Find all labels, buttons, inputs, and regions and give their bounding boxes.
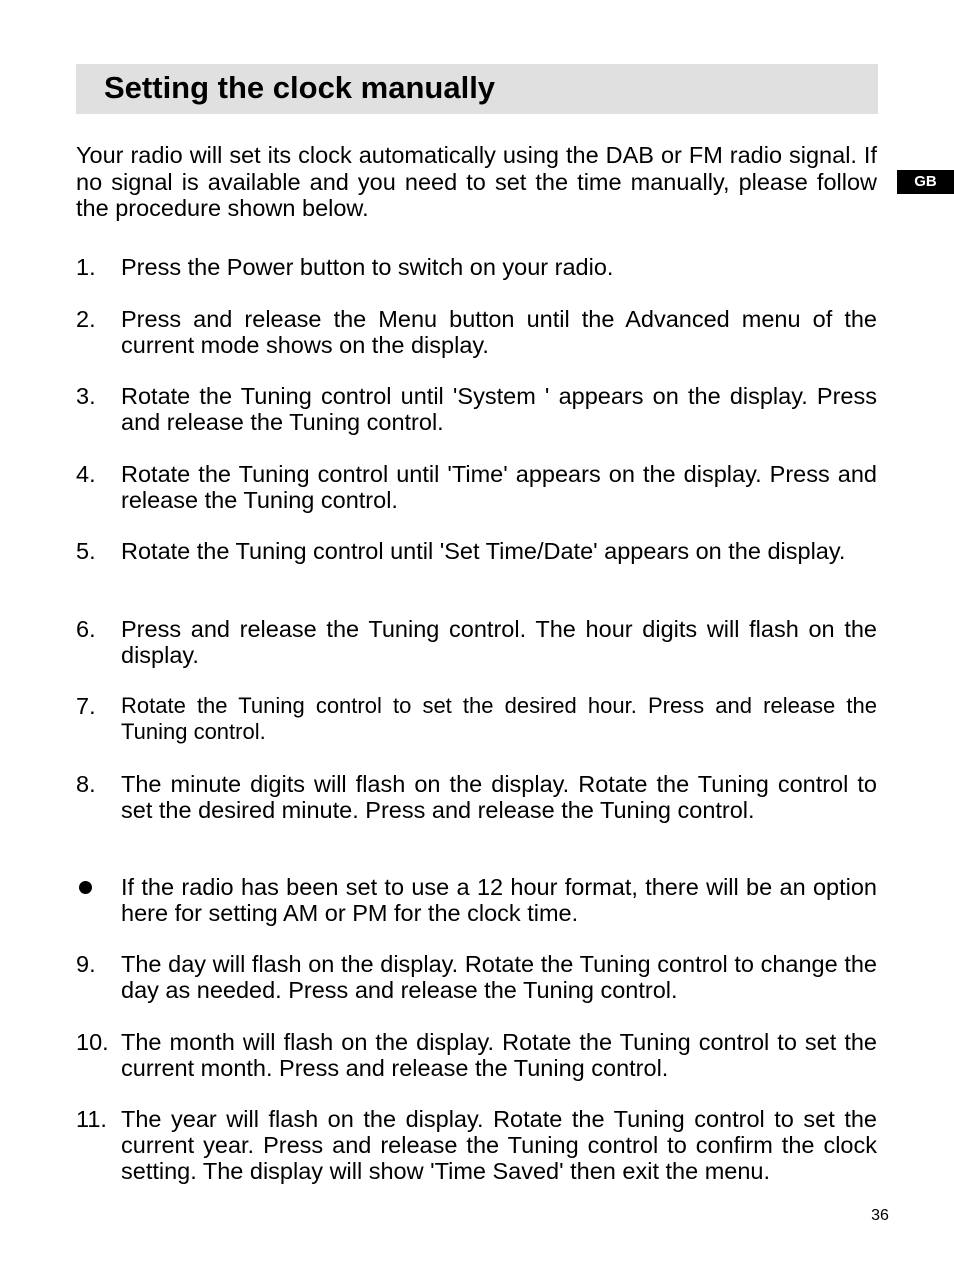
language-tab: GB — [897, 170, 954, 194]
step-text: Rotate the Tuning control until 'System ' appears on the display. Press and release the Tuning control. — [121, 383, 877, 435]
step-number: 6. — [76, 616, 96, 642]
step-number: 5. — [76, 538, 96, 564]
step-text: The minute digits will flash on the display. Rotate the Tuning control to set the desired minute. Press and release the Tuning control. — [121, 771, 877, 823]
step-item — [76, 306, 877, 358]
step-text: Rotate the Tuning control until 'Set Time/Date' appears on the display. — [121, 538, 846, 564]
step-item — [76, 693, 877, 745]
step-text: Press and release the Menu button until the Advanced menu of the current mode shows on the display. — [121, 306, 877, 358]
step-item — [76, 616, 877, 668]
step-number: 11. — [76, 1106, 107, 1132]
step-text: The day will flash on the display. Rotate the Tuning control to change the day as needed. Press and release the Tuning control. — [121, 951, 877, 1003]
step-item — [76, 951, 877, 1003]
bullet-text: If the radio has been set to use a 12 hour format, there will be an option here for setting AM or PM for the clock time. — [121, 874, 877, 926]
step-text: Rotate the Tuning control until 'Time' appears on the display. Press and release the Tuning control. — [121, 461, 877, 513]
step-number: 7. — [76, 693, 96, 719]
step-number: 9. — [76, 951, 96, 977]
step-text: Press and release the Tuning control. The hour digits will flash on the display. — [121, 616, 877, 668]
step-number: 8. — [76, 771, 96, 797]
step-item — [76, 254, 877, 280]
step-text: The year will flash on the display. Rotate the Tuning control to set the current year. Press and release the Tuning control to confirm the clock setting. The display will show 'Time Saved' then exit the menu. — [121, 1106, 877, 1184]
intro-paragraph: Your radio will set its clock automatically using the DAB or FM radio signal. If no signal is available and you need to set the time manually, please follow the procedure shown below. — [76, 142, 877, 221]
step-item — [76, 461, 877, 513]
bullet-icon — [79, 881, 92, 894]
bullet-note — [76, 874, 877, 926]
page-number: 36 — [871, 1207, 889, 1224]
step-text: The month will flash on the display. Rotate the Tuning control to set the current month. Press and release the Tuning control. — [121, 1029, 877, 1081]
page-title: Setting the clock manually — [104, 70, 496, 105]
step-text: Press the Power button to switch on your radio. — [121, 254, 614, 280]
step-number: 2. — [76, 306, 96, 332]
step-number: 3. — [76, 383, 96, 409]
step-text: Rotate the Tuning control to set the desired hour. Press and release the Tuning control. — [121, 693, 877, 744]
step-number: 10. — [76, 1029, 109, 1055]
step-item — [76, 771, 877, 823]
section-title-bar — [76, 64, 878, 114]
step-item — [76, 1029, 877, 1081]
step-number: 4. — [76, 461, 96, 487]
step-item — [76, 383, 877, 435]
step-item — [76, 1106, 877, 1184]
step-number: 1. — [76, 254, 96, 280]
step-item — [76, 538, 877, 564]
